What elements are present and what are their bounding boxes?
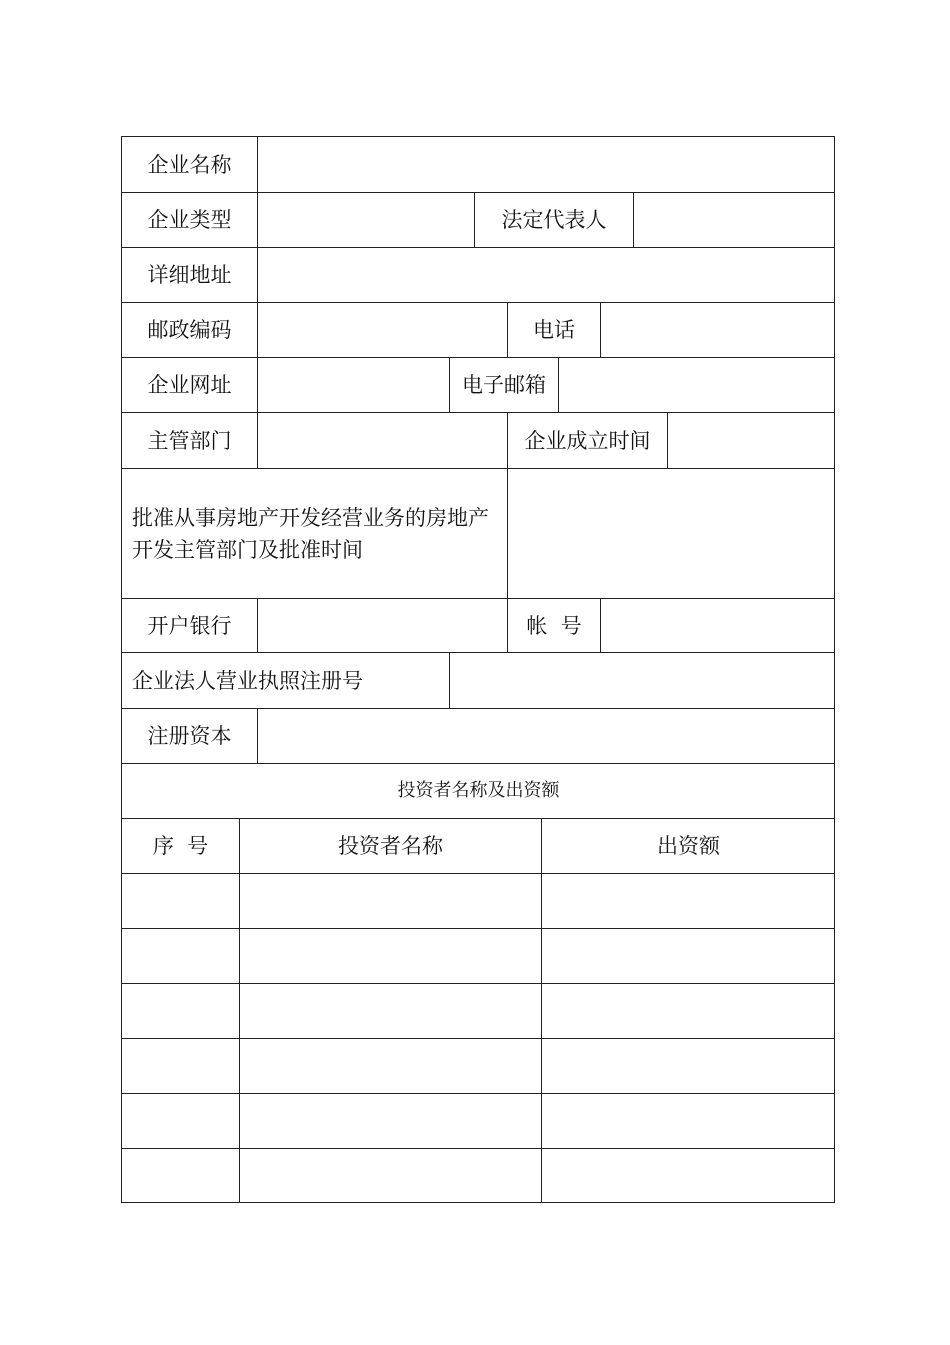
license-field[interactable] bbox=[449, 652, 835, 708]
investor-row-amount[interactable] bbox=[541, 873, 835, 928]
header-amount: 出资额 bbox=[541, 818, 835, 873]
approval-label: 批准从事房地产开发经营业务的房地产开发主管部门及批准时间 bbox=[121, 468, 507, 598]
investor-row-index[interactable] bbox=[121, 1093, 239, 1148]
capital-label: 注册资本 bbox=[121, 708, 257, 763]
investor-row-amount[interactable] bbox=[541, 1038, 835, 1093]
email-label: 电子邮箱 bbox=[449, 357, 558, 412]
postcode-field[interactable] bbox=[257, 302, 507, 357]
website-label: 企业网址 bbox=[121, 357, 257, 412]
investor-row-amount[interactable] bbox=[541, 1148, 835, 1203]
email-field[interactable] bbox=[558, 357, 835, 412]
investor-row-name[interactable] bbox=[239, 983, 541, 1038]
address-field[interactable] bbox=[257, 247, 835, 302]
investor-row-name[interactable] bbox=[239, 928, 541, 983]
website-field[interactable] bbox=[257, 357, 449, 412]
founded-label: 企业成立时间 bbox=[507, 412, 667, 468]
company-name-label: 企业名称 bbox=[121, 136, 257, 192]
phone-label: 电话 bbox=[507, 302, 600, 357]
phone-field[interactable] bbox=[600, 302, 835, 357]
legal-rep-label: 法定代表人 bbox=[474, 192, 633, 247]
investor-row-index[interactable] bbox=[121, 983, 239, 1038]
investor-row-amount[interactable] bbox=[541, 983, 835, 1038]
company-name-field[interactable] bbox=[257, 136, 835, 192]
header-investor-name: 投资者名称 bbox=[239, 818, 541, 873]
investors-section-title: 投资者名称及出资额 bbox=[121, 763, 835, 818]
investor-row-name[interactable] bbox=[239, 873, 541, 928]
account-field[interactable] bbox=[600, 598, 835, 652]
investor-row-name[interactable] bbox=[239, 1038, 541, 1093]
address-label: 详细地址 bbox=[121, 247, 257, 302]
investor-row-amount[interactable] bbox=[541, 928, 835, 983]
founded-field[interactable] bbox=[667, 412, 835, 468]
license-label: 企业法人营业执照注册号 bbox=[121, 652, 449, 708]
investor-row-index[interactable] bbox=[121, 1038, 239, 1093]
investor-row-name[interactable] bbox=[239, 1148, 541, 1203]
bank-field[interactable] bbox=[257, 598, 507, 652]
dept-field[interactable] bbox=[257, 412, 507, 468]
company-type-label: 企业类型 bbox=[121, 192, 257, 247]
bank-label: 开户银行 bbox=[121, 598, 257, 652]
investor-row-amount[interactable] bbox=[541, 1093, 835, 1148]
investor-row-name[interactable] bbox=[239, 1093, 541, 1148]
enterprise-info-form bbox=[121, 136, 835, 1203]
legal-rep-field[interactable] bbox=[633, 192, 835, 247]
account-label: 帐 号 bbox=[507, 598, 600, 652]
investor-row-index[interactable] bbox=[121, 873, 239, 928]
header-index: 序 号 bbox=[121, 818, 239, 873]
capital-field[interactable] bbox=[257, 708, 835, 763]
approval-field[interactable] bbox=[507, 468, 835, 598]
dept-label: 主管部门 bbox=[121, 412, 257, 468]
company-type-field[interactable] bbox=[257, 192, 474, 247]
investor-row-index[interactable] bbox=[121, 928, 239, 983]
postcode-label: 邮政编码 bbox=[121, 302, 257, 357]
investor-row-index[interactable] bbox=[121, 1148, 239, 1203]
